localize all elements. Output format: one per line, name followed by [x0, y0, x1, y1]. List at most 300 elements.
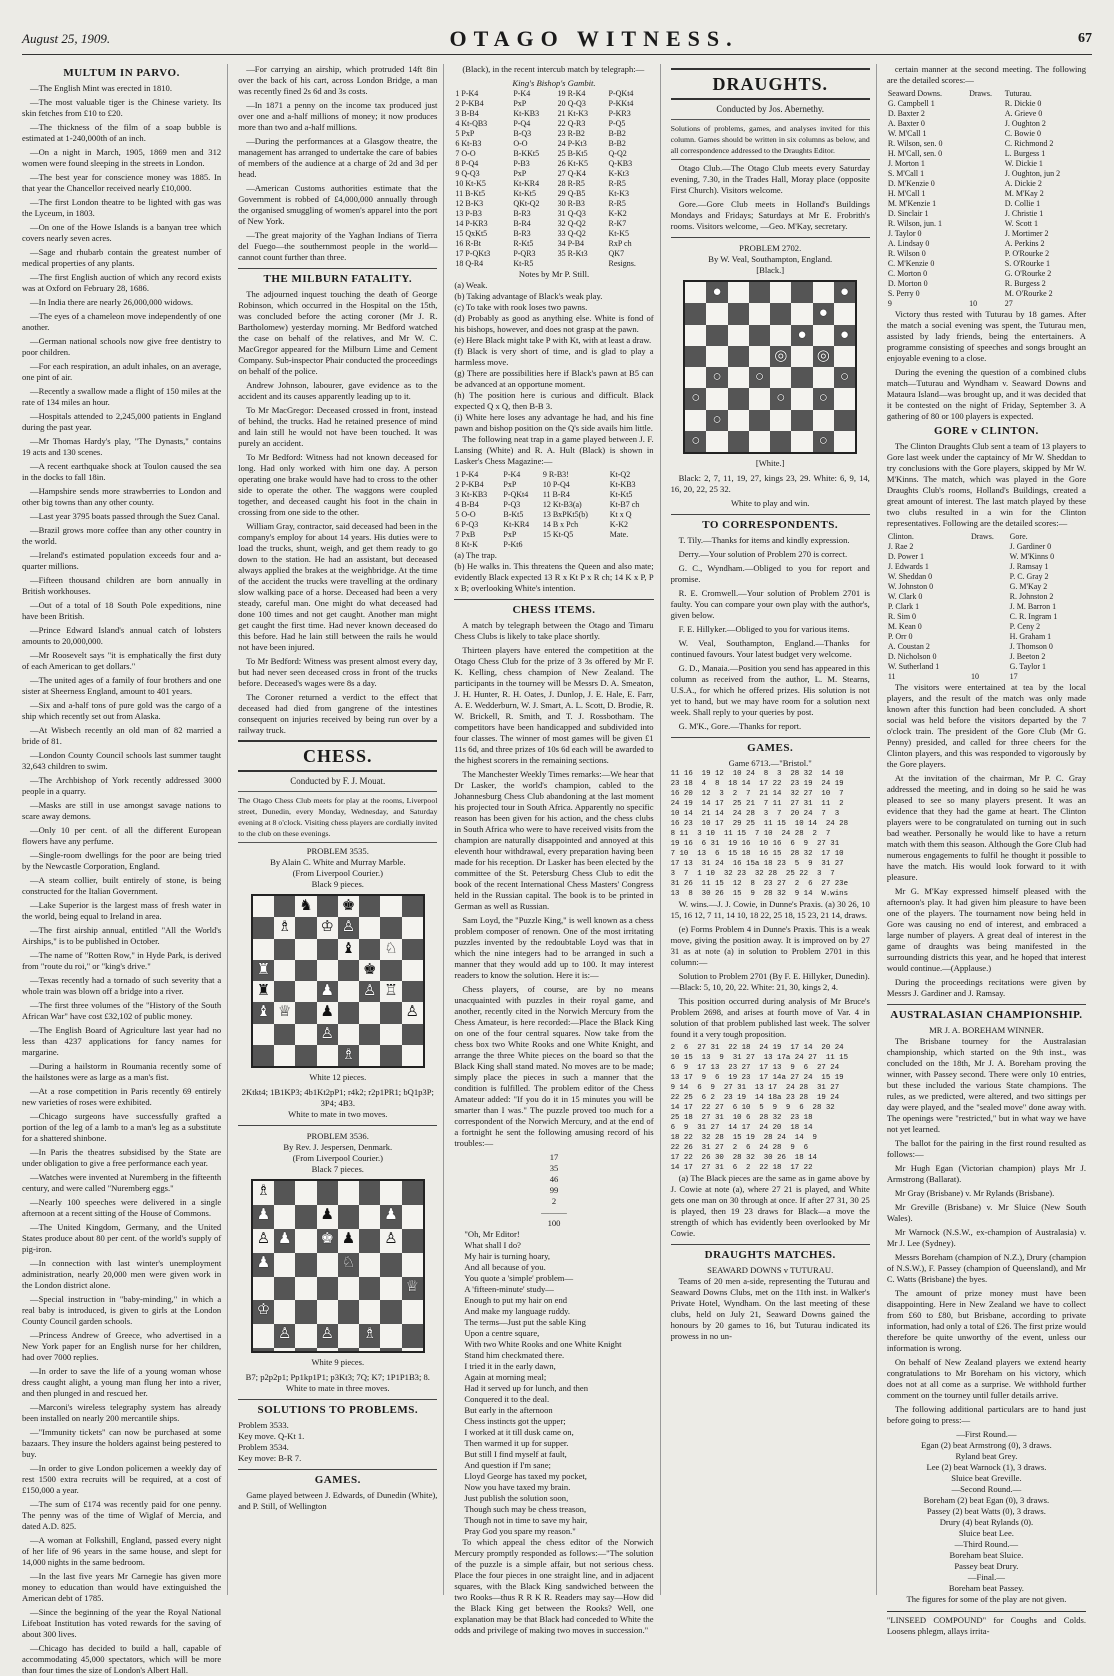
problem-title: PROBLEM 3536. [306, 1131, 369, 1141]
table-cell: Kt-K5 [608, 229, 629, 238]
board-square [380, 960, 401, 981]
poem-line: Chess instincts got the upper; [464, 1416, 566, 1426]
round-line: —Second Round.— [951, 1484, 1022, 1494]
board-square [706, 346, 727, 367]
score-row [887, 219, 1086, 229]
table-cell: J. Beeton 2 [1009, 652, 1046, 661]
table-cell: R. Wilson, sen. 0 [887, 139, 943, 148]
issue-date: August 25, 1909. [22, 31, 111, 46]
board-square [253, 939, 274, 960]
board-square [359, 1253, 380, 1277]
table-cell: C. M'Kenzie 0 [887, 259, 935, 268]
board-square [253, 1205, 274, 1229]
news-item: —The English Board of Agriculture last year had no less than 4237 applications for fancy names for margarine. [22, 1025, 222, 1057]
news-item: —Single-room dwellings for the poor are being tried by the Newcastle Corporation, England. [22, 850, 222, 871]
board-square [706, 282, 727, 303]
move-row [454, 540, 653, 550]
board-square [338, 917, 359, 938]
board-square [770, 367, 791, 388]
board-square [380, 1181, 401, 1205]
news-item: —Nearly 100 speeches were delivered in a single afternoon at a recent sitting of the House of Commons. [22, 1197, 222, 1218]
table-cell: 14 P-KR3 [455, 219, 488, 228]
board-square [253, 1181, 274, 1205]
chess-club-note: The Otago Chess Club meets for play at the rooms, Liverpool street, Dunedin, every Monday, Wednesday, and Saturday evening at 8 o'clock. Visiting chess players are cordially invited to the club on these evenings. [238, 791, 437, 843]
table-cell: D. Collie 1 [1004, 199, 1041, 208]
board-square [749, 388, 770, 409]
news-item: —A woman at Folkshill, England, passed every night of her life of 96 years in the same house, and slept for 14,000 nights in the same bedroom. [22, 1535, 222, 1567]
news-item: —A steam collier, built entirely of stone, is being constructed for the Italian Government. [22, 875, 222, 896]
table-cell: 31 Q-Q3 [557, 209, 586, 218]
piece-icon: ♗ [341, 1046, 356, 1063]
game-intro: Game played between J. Edwards, of Dunedin (White), and P. Still, of Wellington [238, 1490, 438, 1511]
board-square [317, 917, 338, 938]
table-cell: Kt-B7 ch [609, 500, 640, 509]
section-title: SOLUTIONS TO PROBLEMS. [257, 1404, 419, 1416]
board-square [791, 388, 812, 409]
table-cell: 9 R-B3! [542, 470, 569, 479]
board-square [380, 1045, 401, 1066]
problem-source: (From Liverpool Courier.) [292, 868, 384, 878]
game-moves: 11 16 19 12 10 24 8 3 28 32 14 10 23 18 4 8 18 14 17 22 23 19 24 19 16 20 12 3 2 7 21 14 32 27 10 7 24 19 14 17 25 21 7 11 27 31 11 2 10 14 21 14 24 28 3 7 20 24 7 3 16 23 10 17 29 25 11 15 10 14 24 28 8 11 3 10 11 15 7 10 24 28 2 7 19 16 6 31 19 16 10 16 6 9 27 31 7 10 13 6 15 18 16 15 28 32 17 10 17 13 31 24 16 15a 18 23 5 9 31 27 3 7 1 10 32 23 32 28 25 22 3 7 31 26 11 15 12 8 23 27 2 6 27 23e 13 8 30 26 15 9 28 32 9 14 W.wins [670, 770, 849, 898]
board-square [834, 346, 855, 367]
poem-line: Enough to put my hair on end [464, 1295, 568, 1305]
news-item: —In Paris the theatres subsidised by the State are under obligation to give a free performance each year. [22, 1147, 222, 1168]
table-cell: 10 Kt-K5 [455, 179, 486, 188]
table-cell: 6 Kt-B3 [455, 139, 482, 148]
piece-icon: ◎ [774, 347, 788, 364]
table-cell: J. Taylor 0 [887, 229, 922, 238]
board-square [274, 1253, 295, 1277]
board-square [274, 1181, 295, 1205]
table-cell: 8 Kt-K [455, 540, 478, 549]
move-row [454, 510, 653, 520]
table-cell [968, 149, 1004, 159]
table-cell: Mate. [609, 530, 629, 539]
board-square [295, 1002, 316, 1023]
table-cell: 28 R-R5 [557, 179, 585, 188]
table-cell: D. Baxter 2 [887, 109, 925, 118]
board-square [317, 1324, 338, 1348]
board-square [359, 1205, 380, 1229]
board-square [749, 367, 770, 388]
poem-line: The terms—Just put the sable King [464, 1317, 586, 1327]
table-cell: J. Rae 2 [887, 542, 914, 551]
table-cell: R. Sim 0 [887, 612, 917, 621]
news-item: —Brazil grows more coffee than any other country in the world. [22, 525, 222, 546]
board-square [380, 981, 401, 1002]
news-item: —In connection with last winter's unemployment administration, nearly 20,000 men were given work in the London district alone. [22, 1258, 222, 1290]
move-row [454, 199, 653, 209]
match-report: The visitors were entertained at tea by the local players, and the result of the match was only made known after this function had been concluded. A short social was held before the visitors departed by the 7 o'clock train. The president of the Gore Club (Mr G. Penny) presided, and called for three cheers for the Clinton players, and this was responded to vigorously by the Gore players. [886, 682, 1087, 769]
section-subtitle: MR J. A. BOREHAM WINNER. [929, 1025, 1044, 1035]
note-line: (c) To take with rook loses two pawns. [454, 302, 588, 312]
sum-line: 17 [549, 1152, 559, 1162]
board-square [359, 1229, 380, 1253]
move-row [454, 229, 653, 239]
board-square [295, 1181, 316, 1205]
table-cell: W. M'Kinns 0 [1009, 552, 1055, 561]
round-line: —Final.— [967, 1572, 1005, 1582]
table-cell: Kt-Kt5 [609, 490, 633, 499]
section-title: TO CORRESPONDENTS. [702, 519, 839, 531]
move-row [454, 520, 653, 530]
piece-icon: ♚ [320, 1230, 334, 1247]
news-item: —Out of a total of 18 South Pole expeditions, nine have been British. [22, 600, 222, 621]
item-list [454, 620, 653, 1149]
round-line: Passey (2) beat Watts (0), 3 draws. [926, 1506, 1046, 1516]
table-cell: P-QKt4 [608, 89, 634, 98]
paragraph: Mr Greville (Brisbane) v. Mr Sluice (New South Wales). [886, 1202, 1087, 1223]
board-square [317, 896, 338, 917]
board-square [359, 1324, 380, 1348]
news-item: —Since the beginning of the year the Royal National Lifeboat Institution has voted rewards for the saving of about 300 lives. [22, 1607, 222, 1639]
score-row [887, 612, 1086, 622]
piece-icon: ♙ [320, 1326, 334, 1343]
board-square [685, 410, 706, 431]
table-cell [968, 289, 1004, 299]
note-line: (h) The position here is curious and difficult. Black expected Q x Q, then B-B 3. [454, 390, 654, 411]
board-square [317, 1045, 338, 1066]
score-row [887, 652, 1086, 662]
table-cell: P-B3 [513, 159, 530, 168]
table-cell: R-Kt5 [513, 239, 534, 248]
table-cell: P-Q4 [513, 119, 531, 128]
poem-line: Lloyd George has taxed my pocket, [464, 1471, 587, 1481]
news-item: —In the last five years Mr Carnegie has given more money to education than would have extinguished the American debt of 1785. [22, 1571, 222, 1603]
poem-line: A 'fifteen-minute' study— [464, 1284, 554, 1294]
score-row [887, 139, 1086, 149]
board-square [834, 367, 855, 388]
table-cell: Resigns. [608, 259, 636, 268]
move-row [454, 129, 653, 139]
board-square [402, 1324, 423, 1348]
correspondent-reply: G. C., Wyndham.—Obliged to you for report and promise. [670, 563, 870, 584]
score-row [887, 542, 1086, 552]
board-square [380, 1205, 401, 1229]
white-count: White 9 pieces. [311, 1357, 365, 1367]
game-intro: (Black), in the recent intercub match by telegraph:— [462, 64, 645, 74]
board-square [728, 367, 749, 388]
note-line: (i) White here loses any advantage he had, and his fine pawn and bishop position on the Q's side avails him little. [454, 412, 654, 433]
table-cell: 12 Kt-B3(a) [542, 500, 582, 509]
board-square [338, 1300, 359, 1324]
table-cell: 3 Kt-KB3 [455, 490, 488, 499]
board-square [402, 1181, 423, 1205]
board-square [749, 346, 770, 367]
board-square [253, 1045, 274, 1066]
table-cell: QK7 [608, 249, 625, 258]
piece-icon: ♚ [362, 961, 377, 978]
table-cell: W. Clark 0 [887, 592, 923, 601]
board-square [791, 431, 812, 452]
board-square [813, 410, 834, 431]
news-item: —During the performances at a Glasgow theatre, the management has arranged to undertake the care of babies of members of the audience at a charge of 2d and 3d per head. [238, 136, 438, 179]
table-cell: J. Edwards 1 [887, 562, 929, 571]
move-row [454, 109, 653, 119]
table-cell: B-R3 [513, 209, 531, 218]
news-item: —Chicago surgeons have successfully grafted a portion of the leg of a lamb to a man's leg as a substitute for a shattered shinbone. [22, 1111, 222, 1143]
table-cell: 13 P-B3 [455, 209, 482, 218]
board-square [813, 346, 834, 367]
piece-icon: ♙ [384, 1230, 398, 1247]
table-cell: 3 B-B4 [455, 109, 479, 118]
board-square [253, 960, 274, 981]
board-square [338, 1181, 359, 1205]
match-report: During the proceedings recitations were given by Messrs J. Gardiner and J. Ramsay. [886, 977, 1087, 998]
news-item: —Hampshire sends more strawberries to London and other big towns than any other county. [22, 486, 222, 507]
table-cell: K-K2 [608, 209, 627, 218]
table-cell: Kt-KB3 [513, 109, 540, 118]
item-list [22, 83, 221, 1676]
table-cell: P-QR3 [513, 249, 536, 258]
table-cell: D. Power 1 [887, 552, 925, 561]
board-square [685, 388, 706, 409]
table-cell [609, 540, 654, 550]
trap-intro: The following neat trap in a game played between J. F. Lansing (White) and R. A. Hult (Black) is shown in Lasker's Chess Magazine:— [454, 434, 654, 466]
table-cell: B-Q3 [513, 129, 532, 138]
paragraph: The amount of prize money must have been disappointing. Here in New Zealand we have to collect from £60 to £80, but Brisbane, according to private information, had only a total of £26. The first prize would therefore be quite unworthy of the event, unless our information is wrong. [886, 1288, 1087, 1353]
match-report: At the invitation of the chairman, Mr P. C. Gray addressed the meeting, and in doing so he said he was pleased to see so many players present. It was an evidence that they had the game at heart. The Clinton players were to be congratulated on turning out in such bad weather. Personally he would like to have a return match with them this season. Although the Gore Club had numerous engagements to fulfil he thought it possible to have the match. His would look forward to it with pleasure. [886, 773, 1087, 882]
board-square [728, 410, 749, 431]
board-square [685, 303, 706, 324]
news-item: —At a rose competition in Paris recently 69 entirely new varieties of roses were exhibited. [22, 1086, 222, 1107]
table-cell: R. Johnston 2 [1009, 592, 1054, 601]
table-cell: A. Grieve 0 [1004, 109, 1043, 118]
game-title: Game 6713.—"Bristol." [728, 758, 812, 768]
board-square [317, 1002, 338, 1023]
table-cell: 15 QxKt5 [455, 229, 488, 238]
notes-title: Notes by Mr P. Still. [518, 269, 590, 279]
piece-icon: ♙ [341, 919, 356, 936]
board-square [338, 1045, 359, 1066]
board-square [274, 960, 295, 981]
table-cell: P-Kt6 [503, 540, 523, 549]
board-square [295, 1229, 316, 1253]
piece-icon: ♟ [256, 1206, 271, 1223]
table-cell: 24 P-Kt3 [557, 139, 587, 148]
news-item: —The first airship annual, entitled "All the World's Airships," is to be published in October. [22, 925, 222, 946]
board-square [380, 917, 401, 938]
board-square [295, 1277, 316, 1301]
board-square [791, 325, 812, 346]
piece-icon: ♔ [320, 919, 334, 936]
board-square [338, 1277, 359, 1301]
board-square [338, 1348, 359, 1351]
table-cell: W. Sheddan 0 [887, 572, 933, 581]
board-square [749, 303, 770, 324]
board-square [338, 1024, 359, 1045]
table-cell: A. Lindsay 0 [887, 239, 930, 248]
piece-icon: ♘ [341, 1254, 356, 1271]
score-row [887, 582, 1086, 592]
board-square [274, 1324, 295, 1348]
move-row [454, 169, 653, 179]
board-square [685, 431, 706, 452]
table-cell [968, 239, 1004, 249]
score-row [887, 159, 1086, 169]
table-cell [968, 219, 1004, 229]
article-body [887, 1036, 1086, 1426]
board-square [706, 410, 727, 431]
table-cell: QKt-Q2 [513, 199, 540, 208]
news-item: —Texas recently had a tornado of such severity that a whole train was blown off a bridge into a river. [22, 975, 222, 996]
column-chess-games [454, 64, 660, 1635]
table-cell: J. Oughton, jun 2 [1004, 169, 1061, 178]
table-cell [968, 259, 1004, 269]
piece-icon: ● [712, 284, 722, 300]
piece-icon: ○ [840, 369, 850, 385]
game-notes [454, 550, 653, 594]
board-square [380, 1277, 401, 1301]
move-row [454, 89, 653, 99]
problem-position: Black: 2, 7, 11, 19, 27, kings 23, 29. White: 6, 9, 14, 16, 20, 22, 25 32. [670, 473, 870, 494]
piece-icon: ♜ [256, 961, 271, 978]
piece-icon: ♟ [277, 1230, 292, 1247]
news-item: —The most valuable tiger is the Chinese variety. Its skin fetches from £10 to £20. [22, 97, 222, 118]
paragraph: Mr Warnock (N.S.W., ex-champion of Australasia) v. Mr J. Lee (Sydney). [886, 1227, 1087, 1248]
table-cell: H. M'Call 1 [887, 189, 926, 198]
table-cell: Kt-KR4 [513, 179, 540, 188]
table-cell: 5 PxP [455, 129, 475, 138]
draughts-note: Solutions of problems, games, and analyses invited for this column. Games should be written in six columns as below, and all correspondence addressed to the Draughts Editor. [671, 119, 870, 160]
score-table [887, 532, 1086, 682]
board-square [359, 960, 380, 981]
poem-line: Again at morning meal; [464, 1372, 547, 1382]
score-row [887, 632, 1086, 642]
table-cell: 7 O-O [455, 149, 476, 158]
round-line: Sluice beat Greville. [951, 1473, 1022, 1483]
problem-author: By Alain C. White and Murray Marble. [270, 857, 406, 867]
board-square [380, 1229, 401, 1253]
piece-icon: ● [818, 305, 828, 322]
news-item: —Last year 3795 boats passed through the Suez Canal. [30, 511, 220, 521]
solution-moves: 2 6 27 31 22 18 24 19 17 14 20 24 10 15 13 9 31 27 13 17a 24 27 11 15 6 9 17 13 23 27 17 13 9 6 27 24 13 17 9 6 19 23 17 14a 27 24 15 19 9 14 6 9 27 31 13 17 24 28 31 27 22 25 6 2 23 19 14 18a 23 28 19 24 14 17 22 27 6 10 5 9 9 6 28 32 25 18 27 31 10 6 28 32 23 18 6 9 31 27 14 17 24 20 18 14 18 22 32 28 15 19 28 24 14 9 22 26 31 27 2 6 24 28 9 6 17 22 26 30 28 32 30 26 18 14 14 17 27 31 6 2 22 18 17 22 [670, 1044, 849, 1172]
board-square [359, 1181, 380, 1205]
news-item: —American Customs authorities estimate that the Government is robbed of £4,000,000 annually through the organised smuggling of women's apparel into the port of New York. [238, 183, 438, 226]
table-cell: 14 B x Pch [542, 520, 579, 529]
news-item: —Lake Superior is the largest mass of fresh water in the world, being equal to Ireland in area. [22, 900, 222, 921]
score-row [887, 199, 1086, 209]
problem-fen: B7; p2p2p1; Pp1kp1P1; p3Kt3; 7Q; K7; 1P1P1B3; 8. [245, 1372, 430, 1382]
board-square [359, 917, 380, 938]
table-cell [970, 572, 1009, 582]
table-cell: M. M'Kay 2 [1004, 189, 1044, 198]
piece-icon: ♜ [256, 983, 271, 999]
problem-stipulation: White to mate in three moves. [286, 1383, 390, 1393]
table-cell: C. Bowie 0 [1004, 129, 1041, 138]
variation-notes: (a) The Black pieces are the same as in game above by J. Cowie at note (a), where 27 21 is played, and White gets one man on 30 through at once. If after 27 31, 30 25 is played, then 19 23 draws for Black—a move the strength of which has evidently been overlooked by Mr Cowie. [670, 1173, 870, 1238]
board-square [770, 346, 791, 367]
piece-icon: ○ [691, 390, 701, 407]
table-cell: R. Burgess 2 [1004, 279, 1046, 288]
paragraph: The Brisbane tourney for the Australasian championship, which started on the 9th inst., was concluded on the 18th, Mr J. A. Boreham proving the winner, with Passey second. There were only 10 entries, but these included the various State champions. The rules, as we predicted, were altered, and two sittings per day were played, and the "sealed move" done away with. The openings were "restricted," but in what way we have not yet learned. [886, 1036, 1087, 1134]
board-square [770, 282, 791, 303]
table-cell: R. Wilson 0 [887, 249, 926, 258]
round-line: Sluice beat Lee. [958, 1528, 1014, 1538]
piece-icon: ♖ [384, 983, 398, 999]
move-row [454, 259, 653, 269]
board-square [749, 282, 770, 303]
table-cell: 34 P-B4 [557, 239, 585, 248]
poem-line: "Oh, Mr Editor! [464, 1229, 520, 1239]
table-cell: S. O'Rourke 1 [1004, 259, 1050, 268]
board-square [685, 325, 706, 346]
table-cell: Kt-K3 [608, 189, 629, 198]
black-count: Black 7 pieces. [311, 1164, 364, 1174]
table-cell [968, 159, 1004, 169]
news-item: —Special instruction in "baby-minding," in which a real baby is introduced, is given to girls at the London County Council garden schools. [22, 1294, 222, 1326]
table-cell: PxP [503, 480, 517, 489]
board-square [274, 1348, 295, 1351]
board-square [359, 1348, 380, 1351]
table-cell: J. Thomson 0 [1009, 642, 1053, 651]
news-item: —The great majority of the Yaghan Indians of Tierra del Fuego—the southernmost people in the world—cannot count further than three. [238, 230, 438, 262]
board-square [274, 1205, 295, 1229]
problem-source: (From Liverpool Courier.) [292, 1153, 384, 1163]
table-cell [968, 229, 1004, 239]
news-item: —At Wisbech recently an old man of 82 married a bride of 81. [22, 725, 222, 746]
score-row [887, 169, 1086, 179]
section-title: THE MILBURN FATALITY. [263, 273, 413, 285]
section-title: GAMES. [314, 1474, 361, 1486]
score-row [887, 149, 1086, 159]
poem-line: Just publish the solution soon, [464, 1493, 569, 1503]
table-cell [970, 642, 1009, 652]
sum-line: 99 [549, 1185, 559, 1195]
table-cell: 21 Kt-K3 [557, 109, 589, 118]
table-cell: P-K4 [513, 89, 531, 98]
news-item: —Hospitals attended to 2,245,000 patients in England during the past year. [22, 411, 222, 432]
piece-icon: ○ [818, 390, 828, 407]
table-cell: P. C. Gray 2 [1009, 572, 1049, 581]
score-row [887, 269, 1086, 279]
board-square [359, 1045, 380, 1066]
news-item: —Six and a-half tons of pure gold was the cargo of a ship which recently set out from Alaska. [22, 700, 222, 721]
paragraph: A match by telegraph between the Otago and Timaru Chess Clubs is likely to take place shortly. [454, 620, 654, 641]
table-cell: 32 Q-Q2 [557, 219, 586, 228]
news-item: —Watches were invented at Nuremberg in the fifteenth century, and were called "Nuremberg eggs." [22, 1172, 222, 1193]
table-cell: B-B2 [608, 129, 626, 138]
paragraph: Thirteen players have entered the competition at the Otago Chess Club for the prize of 3 3s offered by Mr F. K. Kelling, chess champion of New Zealand. The participants in the tourney will be Messrs D. A. Smeaton, J. H. Hunter, R. H. Oates, J. Dunlop, J. E. Hale, E. Farr, A. E. Wedderburn, W. J. Smart, A. L. Scott, D. Brodie, R. W. Brickell, R. Smith, and T. J. Rossbotham. The competitors have been handicapped and subdivided into four classes. The winner of most games will be given £1 11s 6d, and three prizes of 10s 6d each will be awarded to the highest scorers in the remaining sections. [454, 645, 654, 765]
board-square [770, 325, 791, 346]
news-item: —Princess Andrew of Greece, who advertised in a New York paper for an English nurse for her children, had over 7000 replies. [22, 1330, 222, 1362]
table-cell: 1 P-K4 [455, 470, 479, 479]
table-cell: 25 B-Kt5 [557, 149, 588, 158]
news-item: —Chicago has decided to build a hall, capable of accommodating 45,000 spectators, which will be more than four times the size of London's Albert Hall. [22, 1643, 222, 1675]
round-line: Boreham (2) beat Egan (0), 3 draws. [923, 1495, 1050, 1505]
board-square [685, 282, 706, 303]
column-chess [238, 64, 444, 1595]
correspondent-reply: F. E. Hillyker.—Obliged to you for various items. [678, 624, 850, 634]
poem-line: But early in the afternoon [464, 1405, 553, 1415]
board-square [338, 1324, 359, 1348]
news-item: —The name of "Rotten Row," in Hyde Park, is derived from "route du roi," or "king's drive." [22, 950, 222, 971]
table-cell: W. Dickie 1 [1004, 159, 1043, 168]
table-cell [968, 249, 1004, 259]
poem-line: Had it served up for lunch, and then [464, 1383, 589, 1393]
table-cell: G. M'Kay 2 [1009, 582, 1048, 591]
board-square [295, 1205, 316, 1229]
poem-line: Though not in time to save my hair, [464, 1515, 588, 1525]
piece-icon: ♕ [277, 1004, 292, 1021]
sum-line: 2 [551, 1196, 557, 1206]
table-cell: R. Wilson, jun. 1 [887, 219, 943, 228]
move-row [454, 119, 653, 129]
paragraph: On behalf of New Zealand players we extend hearty congratulations to Mr Boreham on his victory, which does not at all come as a surprise. We withhold further comment on the tourney until fuller details arrive. [886, 1357, 1087, 1400]
problem-author: By W. Veal, Southampton, England. [708, 254, 833, 264]
sum-line: ——— [541, 1207, 567, 1217]
board-square [402, 1024, 423, 1045]
